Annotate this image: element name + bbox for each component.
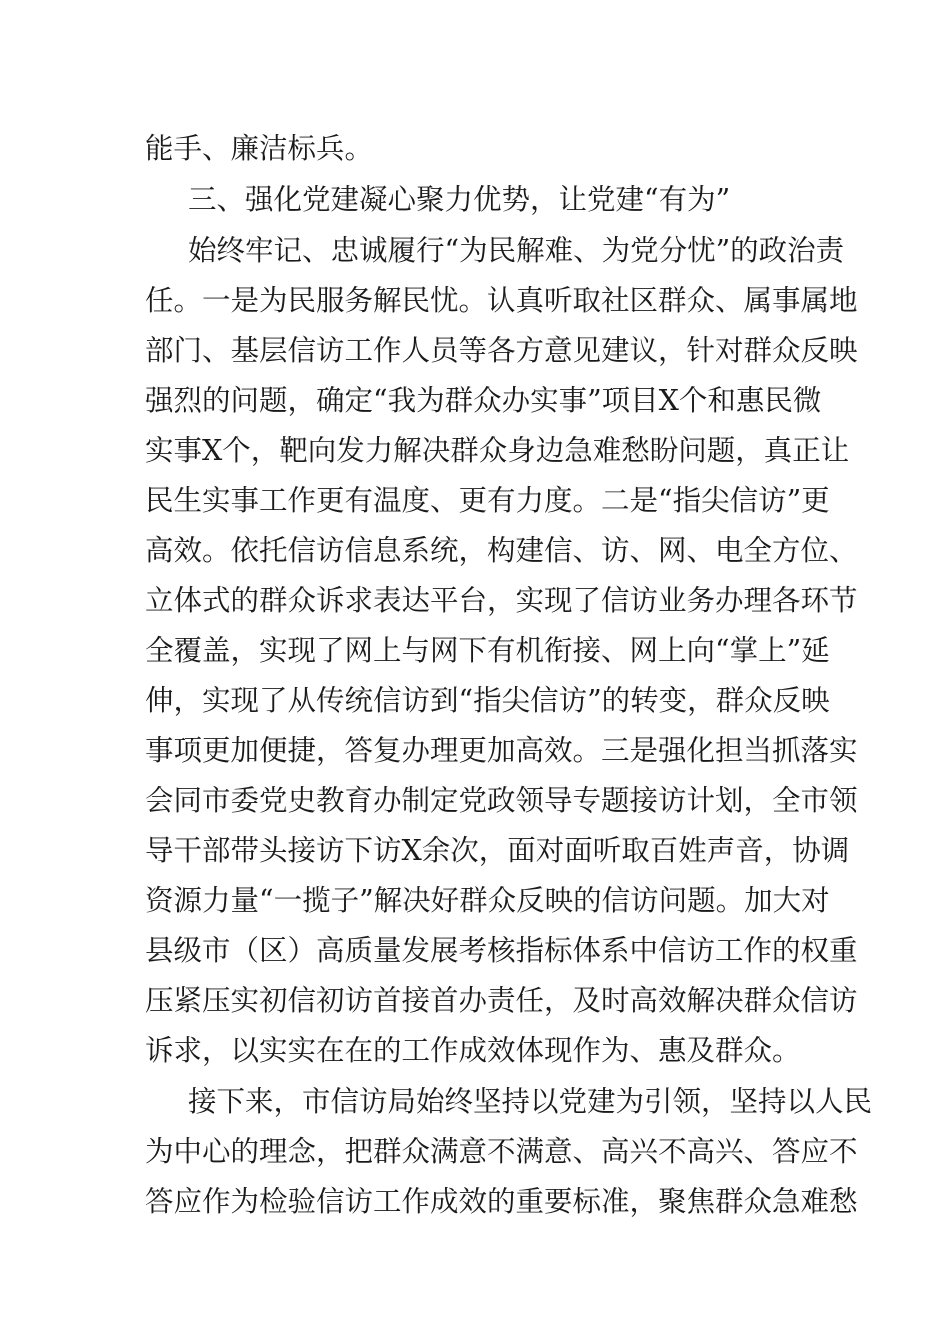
text-line-13: 事项更加便捷，答复办理更加高效。三是强化担当抓落实 <box>145 734 858 767</box>
text-line-17: 县级市（区）高质量发展考核指标体系中信访工作的权重 <box>145 934 858 967</box>
text-line-9: 高效。依托信访信息系统，构建信、访、网、电全方位、 <box>145 534 858 567</box>
text-line-19: 诉求，以实实在在的工作成效体现作为、惠及群众。 <box>145 1034 801 1067</box>
text-line-16: 资源力量“一揽子”解决好群众反映的信访问题。加大对 <box>145 884 830 917</box>
text-line-8: 民生实事工作更有温度、更有力度。二是“指尖信访”更 <box>145 484 830 517</box>
text-line-10: 立体式的群众诉求表达平台，实现了信访业务办理各环节 <box>145 584 858 617</box>
text-line-12: 伸，实现了从传统信访到“指尖信访”的转变，群众反映 <box>145 684 830 717</box>
section-heading: 三、强化党建凝心聚力优势，让党建“有为” <box>188 183 731 216</box>
text-line-20: 接下来，市信访局始终坚持以党建为引领，坚持以人民 <box>188 1085 873 1118</box>
text-line-21: 为中心的理念，把群众满意不满意、高兴不高兴、答应不 <box>145 1135 858 1168</box>
text-line-15: 导干部带头接访下访X余次，面对面听取百姓声音，协调 <box>145 834 850 867</box>
text-line-5: 部门、基层信访工作人员等各方意见建议，针对群众反映 <box>145 334 858 367</box>
text-line-22: 答应作为检验信访工作成效的重要标准，聚焦群众急难愁 <box>145 1185 858 1218</box>
text-line-14: 会同市委党史教育办制定党政领导专题接访计划，全市领 <box>145 784 858 817</box>
text-line-1: 能手、廉洁标兵。 <box>145 132 374 165</box>
text-line-6: 强烈的问题，确定“我为群众办实事”项目X个和惠民微 <box>145 384 822 417</box>
text-line-18: 压紧压实初信初访首接首办责任，及时高效解决群众信访 <box>145 984 858 1017</box>
text-line-3: 始终牢记、忠诚履行“为民解难、为党分忧”的政治责 <box>188 234 845 267</box>
text-line-4: 任。一是为民服务解民忧。认真听取社区群众、属事属地 <box>145 284 858 317</box>
text-line-11: 全覆盖，实现了网上与网下有机衔接、网上向“掌上”延 <box>145 634 830 667</box>
text-line-7: 实事X个，靶向发力解决群众身边急难愁盼问题，真正让 <box>145 434 850 467</box>
